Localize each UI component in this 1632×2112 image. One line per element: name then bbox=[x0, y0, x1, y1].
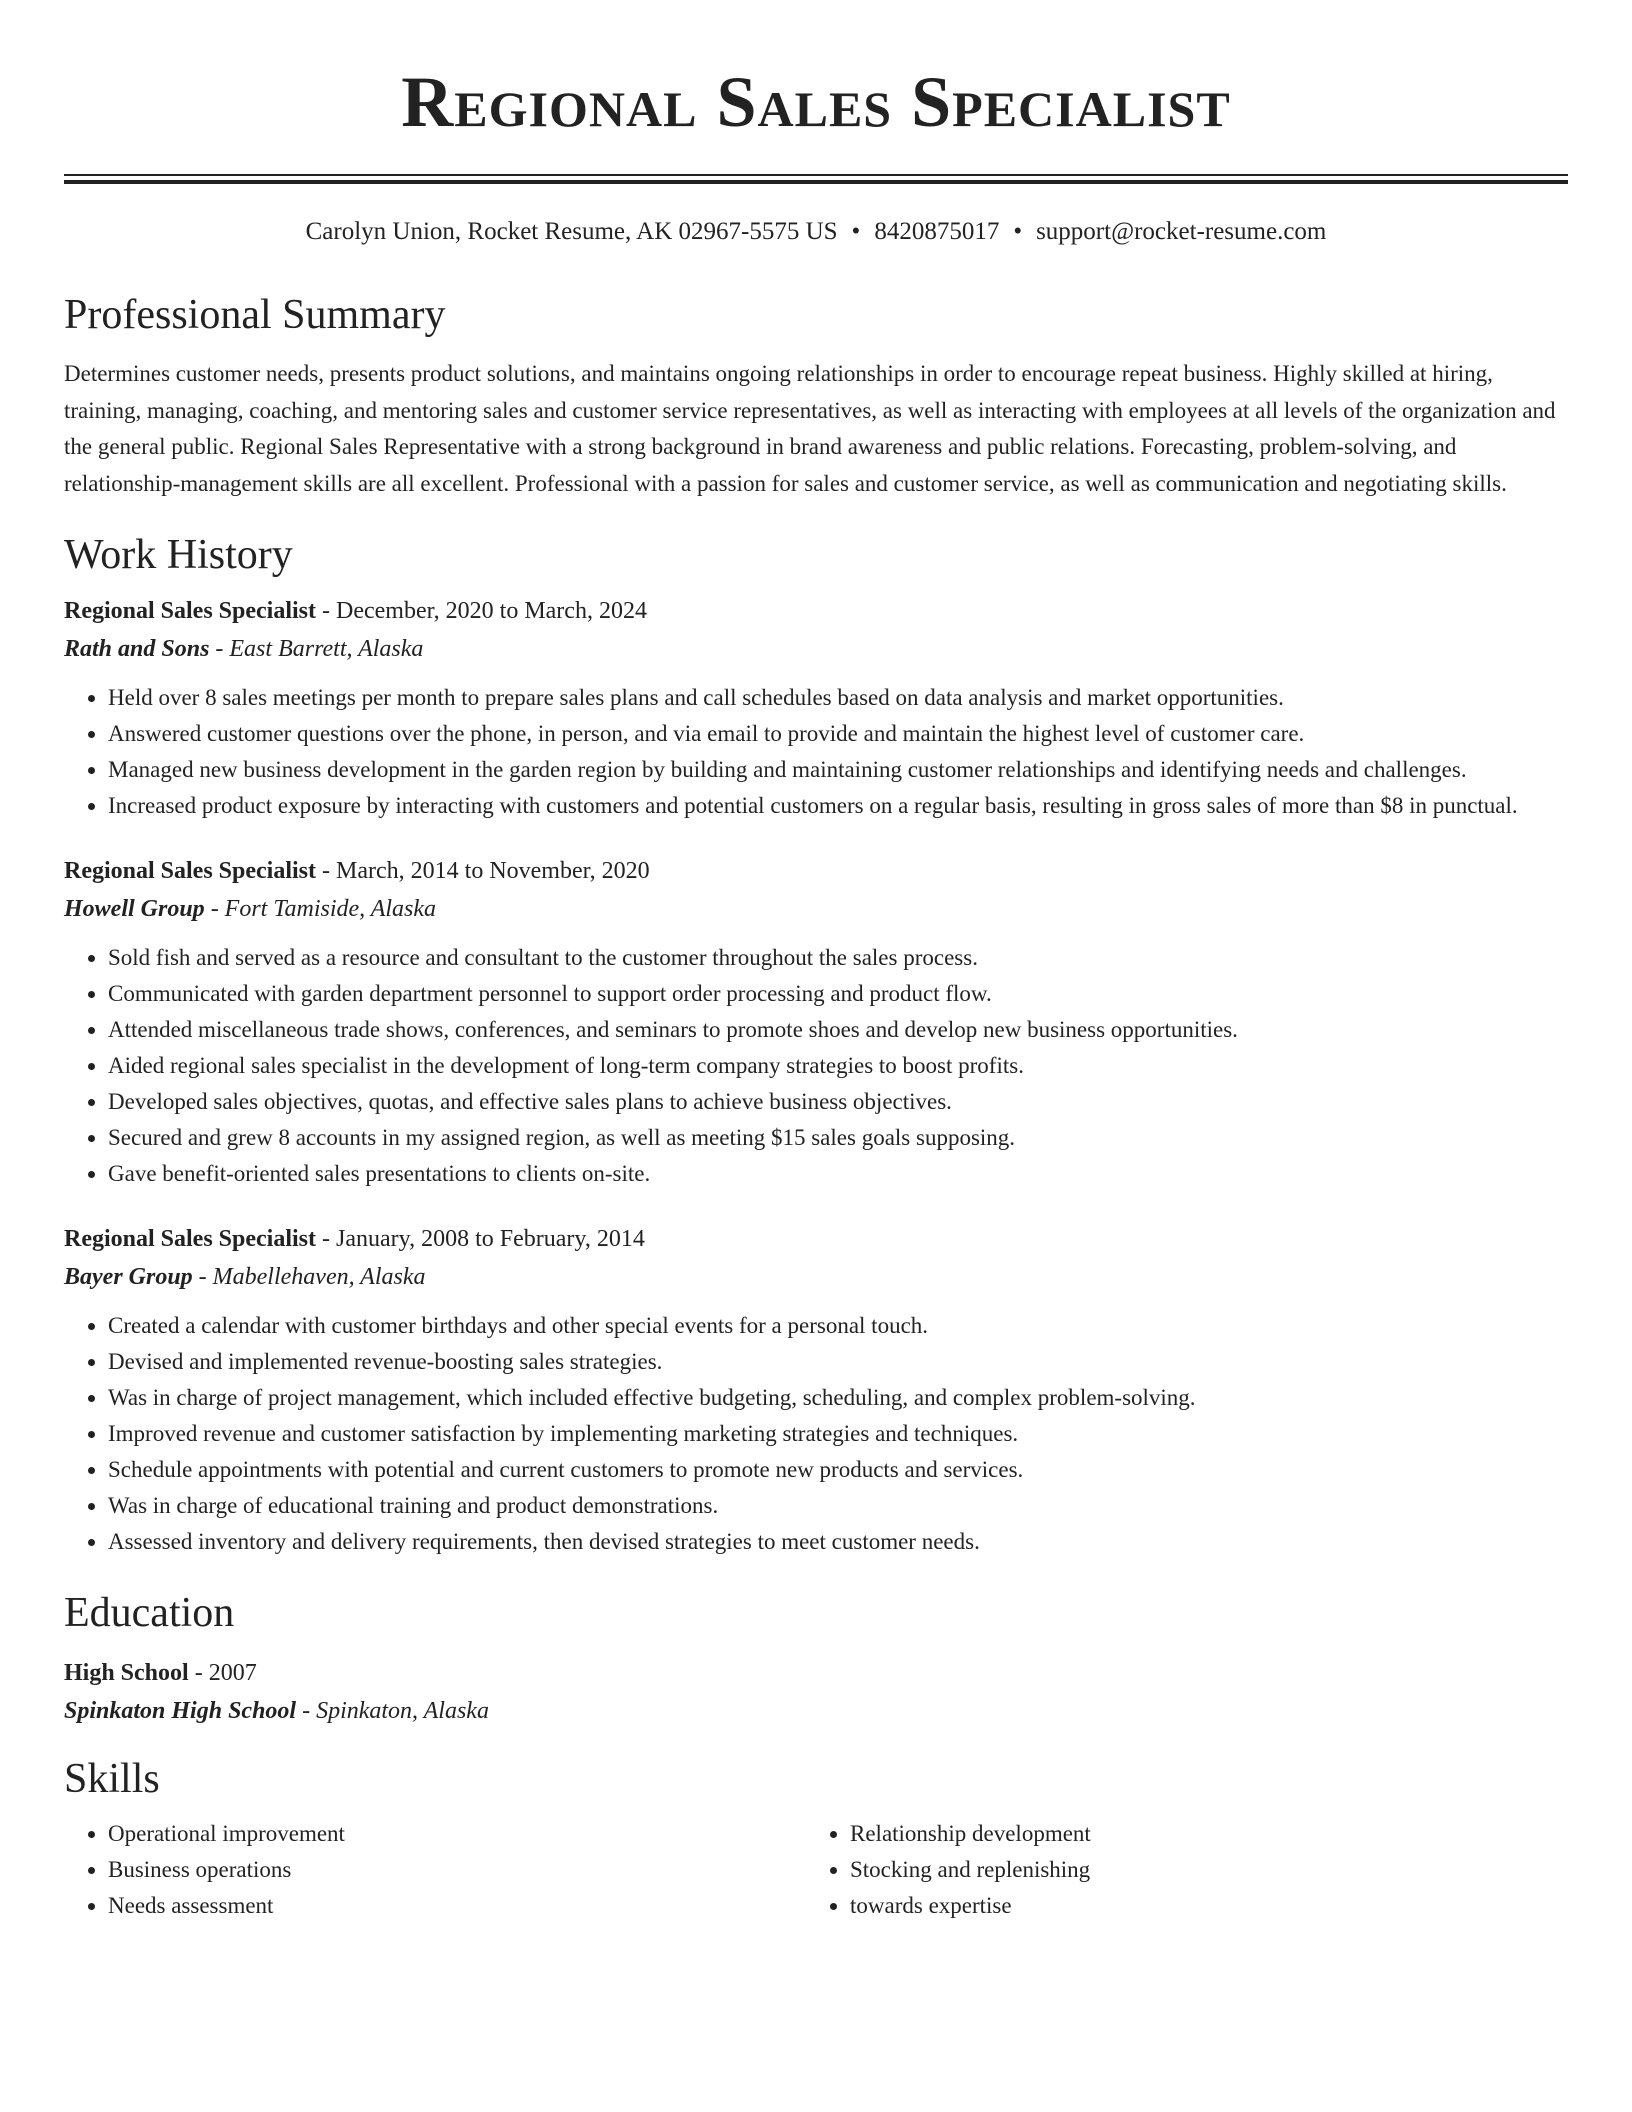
job-entry bbox=[64, 1220, 1568, 1560]
job-title-line bbox=[64, 852, 1568, 890]
job-bullet: • Sold fish and served as a resource and consultant to the customer throughout the sales process. bbox=[108, 940, 1568, 976]
job-bullet: • Schedule appointments with potential and current customers to promote new products and services. bbox=[108, 1452, 1568, 1488]
skills-column-right bbox=[806, 1816, 1568, 1924]
section-heading-work-history: Work History bbox=[64, 532, 293, 578]
job-bullet: • Developed sales objectives, quotas, and effective sales plans to achieve business objectives. bbox=[108, 1084, 1568, 1120]
section-heading-summary: Professional Summary bbox=[64, 292, 446, 338]
job-bullet: • Was in charge of project management, which included effective budgeting, scheduling, and complex problem-solving. bbox=[108, 1380, 1568, 1416]
resume-title: Regional Sales Specialist bbox=[401, 62, 1231, 142]
job-title: Regional Sales Specialist bbox=[64, 1226, 317, 1252]
school-name: Spinkaton High School bbox=[64, 1698, 297, 1724]
skill-item: • towards expertise bbox=[850, 1888, 1568, 1924]
job-title: Regional Sales Specialist bbox=[64, 858, 317, 884]
job-dates: - March, 2014 to November, 2020 bbox=[316, 858, 650, 884]
employer-line bbox=[64, 1258, 1568, 1296]
job-entry bbox=[64, 852, 1568, 1192]
education-entry bbox=[64, 1654, 1568, 1730]
employer-line bbox=[64, 890, 1568, 928]
skill-item: • Relationship development bbox=[850, 1816, 1568, 1852]
employer-name: Rath and Sons bbox=[64, 636, 210, 662]
job-bullet: • Secured and grew 8 accounts in my assigned region, as well as meeting $15 sales goals supposing. bbox=[108, 1120, 1568, 1156]
job-dates: - January, 2008 to February, 2014 bbox=[316, 1226, 645, 1252]
job-bullets bbox=[64, 680, 1568, 824]
section-heading-education: Education bbox=[64, 1590, 235, 1636]
school-location: - Spinkaton, Alaska bbox=[296, 1698, 489, 1724]
job-title: Regional Sales Specialist bbox=[64, 598, 317, 624]
contact-address: Carolyn Union, Rocket Resume, AK 02967-5575 US bbox=[305, 218, 838, 245]
graduation-year: - 2007 bbox=[188, 1660, 257, 1686]
title-divider bbox=[64, 174, 1568, 184]
summary-text: Determines customer needs, presents product solutions, and maintains ongoing relationships in order to encourage repeat business. Highly skilled at hiring, training, managing, coaching, and mentoring sales and customer service representatives, as well as interacting with employees at all levels of the organization and the general public. Regional Sales Representative with a strong background in brand awareness and public relations. Forecasting, problem-solving, and relationship-management skills are all excellent. Professional with a passion for sales and customer service, as well as communication and negotiating skills. bbox=[64, 361, 1556, 496]
employer-name: Bayer Group bbox=[64, 1264, 193, 1290]
skills-grid bbox=[64, 1816, 1568, 1924]
job-bullet: • Improved revenue and customer satisfaction by implementing marketing strategies and techniques. bbox=[108, 1416, 1568, 1452]
employer-location: - Fort Tamiside, Alaska bbox=[204, 896, 437, 922]
degree: High School bbox=[64, 1660, 189, 1686]
employer-line bbox=[64, 630, 1568, 668]
job-bullet: • Answered customer questions over the phone, in person, and via email to provide and maintain the highest level of customer care. bbox=[108, 716, 1568, 752]
job-bullet: • Devised and implemented revenue-boosting sales strategies. bbox=[108, 1344, 1568, 1380]
employer-location: - East Barrett, Alaska bbox=[209, 636, 424, 662]
contact-phone: 8420875017 bbox=[874, 218, 1000, 245]
job-bullet: • Created a calendar with customer birthdays and other special events for a personal touch. bbox=[108, 1308, 1568, 1344]
job-bullet: • Was in charge of educational training and product demonstrations. bbox=[108, 1488, 1568, 1524]
job-bullets bbox=[64, 1308, 1568, 1560]
contact-line bbox=[64, 216, 1568, 248]
job-bullet: • Gave benefit-oriented sales presentations to clients on-site. bbox=[108, 1156, 1568, 1192]
job-bullet: • Increased product exposure by interacting with customers and potential customers on a regular basis, resulting in gross sales of more than $8 in punctual. bbox=[108, 788, 1568, 824]
job-bullet: • Managed new business development in the garden region by building and maintaining customer relationships and identifying needs and challenges. bbox=[108, 752, 1568, 788]
skill-item: • Business operations bbox=[108, 1852, 806, 1888]
job-bullet: • Aided regional sales specialist in the development of long-term company strategies to boost profits. bbox=[108, 1048, 1568, 1084]
bullet-separator: • bbox=[1013, 218, 1023, 245]
skill-item: • Stocking and replenishing bbox=[850, 1852, 1568, 1888]
skill-item: • Operational improvement bbox=[108, 1816, 806, 1852]
school-line bbox=[64, 1692, 1568, 1730]
job-title-line bbox=[64, 592, 1568, 630]
section-heading-skills: Skills bbox=[64, 1756, 160, 1802]
contact-email: support@rocket-resume.com bbox=[1036, 218, 1327, 245]
job-bullets bbox=[64, 940, 1568, 1192]
skills-column-left bbox=[64, 1816, 806, 1924]
job-bullet: • Attended miscellaneous trade shows, conferences, and seminars to promote shoes and develop new business opportunities. bbox=[108, 1012, 1568, 1048]
job-dates: - December, 2020 to March, 2024 bbox=[316, 598, 647, 624]
job-bullet: • Held over 8 sales meetings per month to prepare sales plans and call schedules based on data analysis and market opportunities. bbox=[108, 680, 1568, 716]
job-entry bbox=[64, 592, 1568, 824]
employer-location: - Mabellehaven, Alaska bbox=[192, 1264, 426, 1290]
job-bullet: • Assessed inventory and delivery requirements, then devised strategies to meet customer needs. bbox=[108, 1524, 1568, 1560]
skill-item: • Needs assessment bbox=[108, 1888, 806, 1924]
job-title-line bbox=[64, 1220, 1568, 1258]
job-bullet: • Communicated with garden department personnel to support order processing and product flow. bbox=[108, 976, 1568, 1012]
bullet-separator: • bbox=[851, 218, 861, 245]
degree-line bbox=[64, 1654, 1568, 1692]
employer-name: Howell Group bbox=[64, 896, 205, 922]
